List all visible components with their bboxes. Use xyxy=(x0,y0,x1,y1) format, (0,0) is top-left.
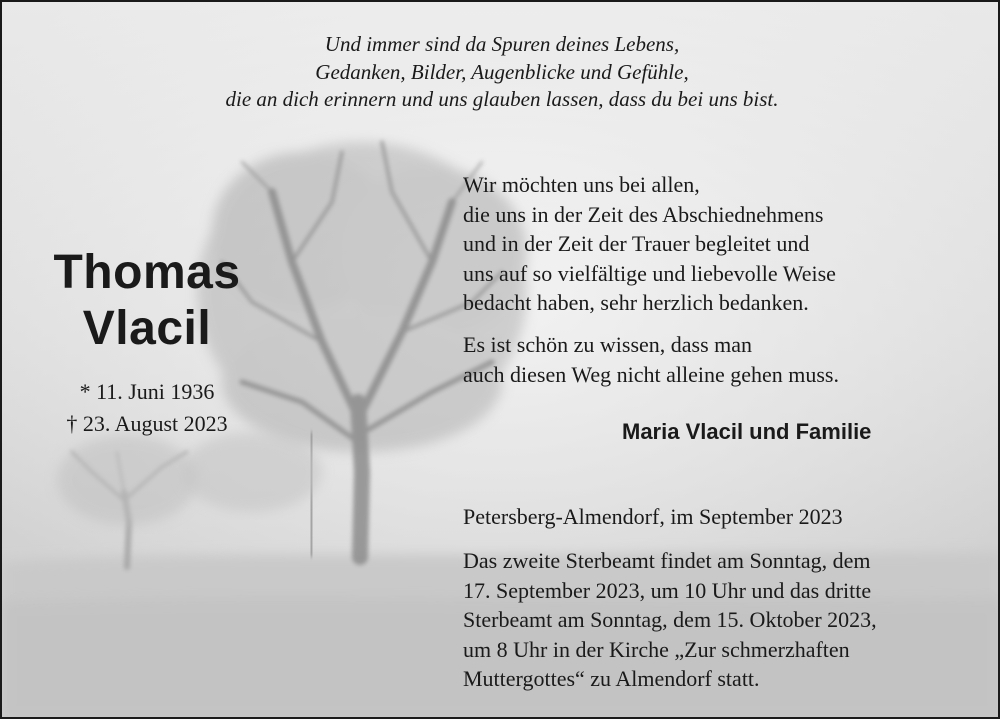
service-announcement xyxy=(463,546,877,694)
birth-date: * 11. Juni 1936 xyxy=(79,379,215,404)
memorial-poem xyxy=(2,31,1000,114)
text-line: Sterbeamt am Sonntag, dem 15. Oktober 2023, xyxy=(463,607,877,632)
thanks-paragraph xyxy=(463,170,836,318)
comfort-paragraph xyxy=(463,330,839,389)
text-line: auch diesen Weg nicht alleine gehen muss. xyxy=(463,361,839,387)
text-line: uns auf so vielfältige und liebevolle Weise xyxy=(463,260,836,286)
text-line: Es ist schön zu wissen, dass man xyxy=(463,332,753,357)
text-line: Wir möchten uns bei allen, xyxy=(463,172,700,197)
text-line: die uns in der Zeit des Abschiednehmens xyxy=(463,201,824,227)
text-line: Das zweite Sterbeamt findet am Sonntag, dem xyxy=(463,548,871,573)
life-dates xyxy=(32,376,262,440)
death-date: † 23. August 2023 xyxy=(66,411,228,436)
family-signature: Maria Vlacil und Familie xyxy=(622,419,872,444)
poem-line: Gedanken, Bilder, Augenblicke und Gefühle, xyxy=(315,59,689,84)
text-line: und in der Zeit der Trauer begleitet und xyxy=(463,231,810,256)
place-date: Petersberg-Almendorf, im September 2023 xyxy=(463,504,843,529)
text-line: um 8 Uhr in der Kirche „Zur schmerzhaften xyxy=(463,636,850,662)
poem-line: Und immer sind da Spuren deines Lebens, xyxy=(324,32,680,56)
text-line: bedacht haben, sehr herzlich bedanken. xyxy=(463,290,809,315)
text-line: Muttergottes“ zu Almendorf statt. xyxy=(463,666,760,691)
text-line: 17. September 2023, um 10 Uhr und das dritte xyxy=(463,577,872,603)
deceased-first-name: Thomas xyxy=(53,246,241,299)
poem-line: die an dich erinnern und uns glauben lassen, dass du bei uns bist. xyxy=(225,87,779,111)
deceased-last-name: Vlacil xyxy=(82,302,212,355)
